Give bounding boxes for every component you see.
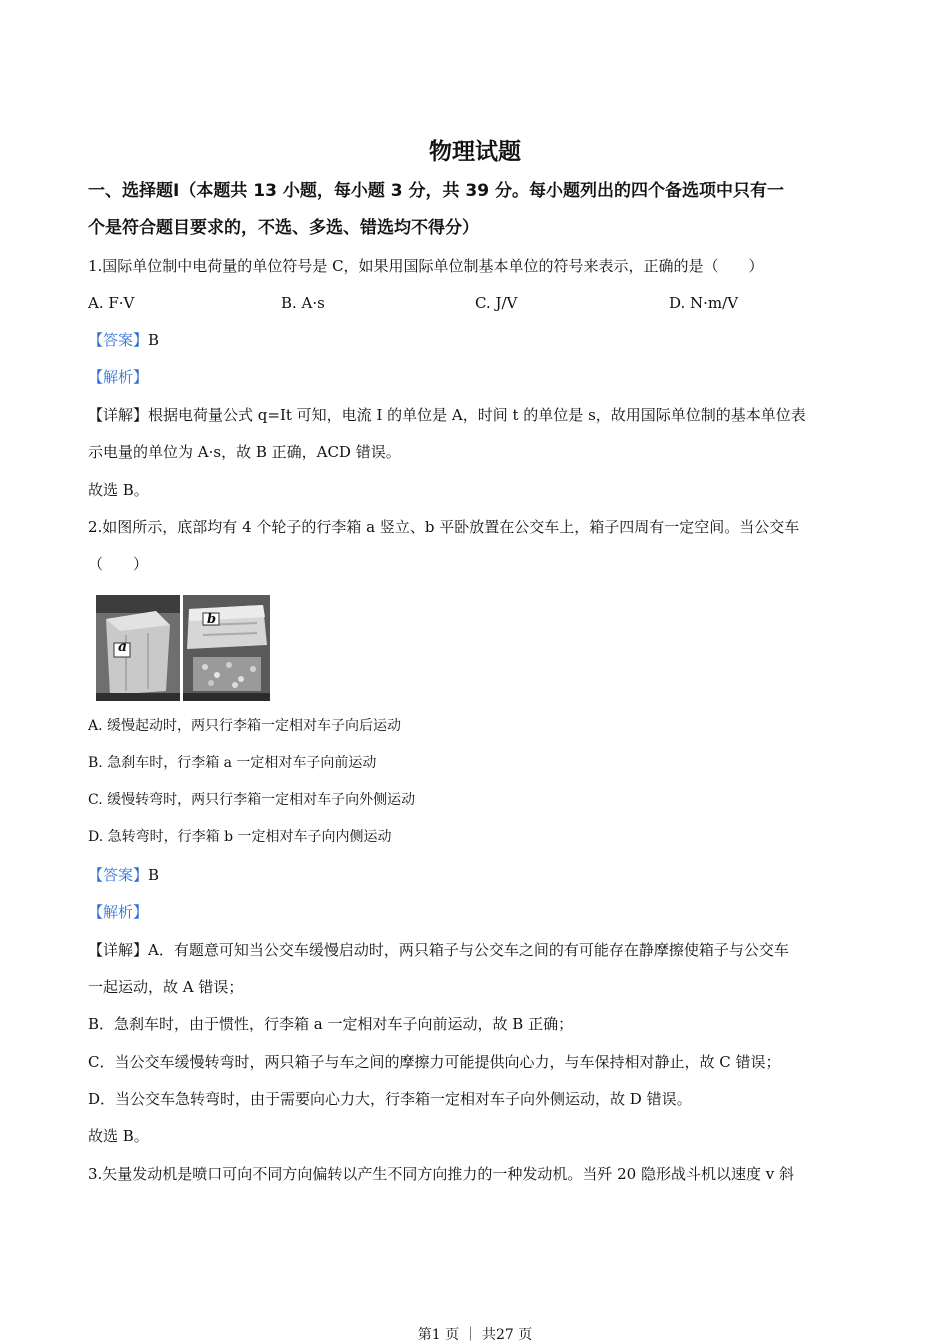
q3-stem-line1: 3.矢量发动机是喷口可向不同方向偏转以产生不同方向推力的一种发动机。当歼 20 隐形战斗机以速度 v 斜 bbox=[88, 1165, 794, 1183]
q2-analysis-tag: 【解析】 bbox=[88, 903, 149, 921]
q1-option-a: A. F·V bbox=[88, 294, 135, 312]
section-heading-line1: 一、选择题Ⅰ（本题共 13 小题，每小题 3 分，共 39 分。每小题列出的四个备选项中只有一 bbox=[88, 181, 784, 201]
q2-detail-line1-row bbox=[88, 940, 789, 960]
q2-conclusion: 故选 B。 bbox=[88, 1127, 149, 1145]
q1-detail-line1-row bbox=[88, 405, 806, 425]
q2-detail-line1: A．有题意可知当公交车缓慢启动时，两只箱子与公交车之间的有可能存在静摩擦使箱子与公交车 bbox=[148, 941, 789, 959]
q1-option-d: D. N·m/V bbox=[669, 294, 739, 312]
suitcase-a-label: a bbox=[118, 639, 128, 655]
suitcase-a-photo bbox=[96, 595, 180, 701]
q1-analysis-tag: 【解析】 bbox=[88, 368, 149, 386]
q2-answer-row bbox=[88, 865, 159, 885]
q1-detail-line1: 根据电荷量公式 q=It 可知，电流 I 的单位是 A，时间 t 的单位是 s，故用国际单位制的基本单位表 bbox=[148, 406, 806, 424]
section-heading-line2: 个是符合题目要求的，不选、多选、错选均不得分） bbox=[88, 218, 479, 238]
q1-detail-line2: 示电量的单位为 A·s，故 B 正确，ACD 错误。 bbox=[88, 443, 401, 461]
q2-answer-tag: 【答案】 bbox=[88, 866, 149, 884]
q2-detail-tag: 【详解】 bbox=[88, 941, 149, 959]
suitcase-b-photo bbox=[183, 595, 270, 701]
q2-detail-line2: 一起运动，故 A 错误； bbox=[88, 978, 244, 996]
q2-stem-line2: （ ） bbox=[88, 555, 149, 573]
q2-stem-line1: 2.如图所示，底部均有 4 个轮子的行李箱 a 竖立、b 平卧放置在公交车上，箱子四周有一定空间。当公交车 bbox=[88, 518, 800, 536]
q2-detail-line4: C．当公交车缓慢转弯时，两只箱子与车之间的摩擦力可能提供向心力，与车保持相对静止，故 C 错误； bbox=[88, 1053, 781, 1071]
q1-stem: 1.国际单位制中电荷量的单位符号是 C，如果用国际单位制基本单位的符号来表示，正确的是（ ） bbox=[88, 257, 764, 275]
q1-option-b: B. A·s bbox=[281, 294, 325, 312]
suitcase-b-label: b bbox=[207, 612, 217, 627]
q2-detail-line5: D．当公交车急转弯时，由于需要向心力大，行李箱一定相对车子向外侧运动，故 D 错误。 bbox=[88, 1090, 692, 1108]
page-footer: 第1 页 ｜ 共27 页 bbox=[417, 1327, 533, 1343]
q1-conclusion: 故选 B。 bbox=[88, 481, 149, 499]
suitcase-a-image bbox=[96, 595, 180, 701]
q1-answer-tag: 【答案】 bbox=[88, 331, 149, 349]
q2-option-b: B. 急刹车时，行李箱 a 一定相对车子向前运动 bbox=[88, 755, 377, 771]
q2-option-c: C. 缓慢转弯时，两只行李箱一定相对车子向外侧运动 bbox=[88, 792, 416, 808]
q1-option-c: C. J/V bbox=[475, 294, 518, 312]
q2-detail-line3: B．急刹车时，由于惯性，行李箱 a 一定相对车子向前运动，故 B 正确； bbox=[88, 1015, 574, 1033]
q1-answer-row bbox=[88, 330, 159, 350]
q2-answer: B bbox=[148, 866, 160, 884]
q1-detail-tag: 【详解】 bbox=[88, 406, 149, 424]
suitcase-b-image bbox=[183, 595, 270, 701]
page-title: 物理试题 bbox=[429, 139, 521, 165]
q2-option-d: D. 急转弯时，行李箱 b 一定相对车子向内侧运动 bbox=[88, 829, 392, 845]
q2-option-a: A. 缓慢起动时，两只行李箱一定相对车子向后运动 bbox=[88, 718, 402, 734]
q1-answer: B bbox=[148, 331, 160, 349]
